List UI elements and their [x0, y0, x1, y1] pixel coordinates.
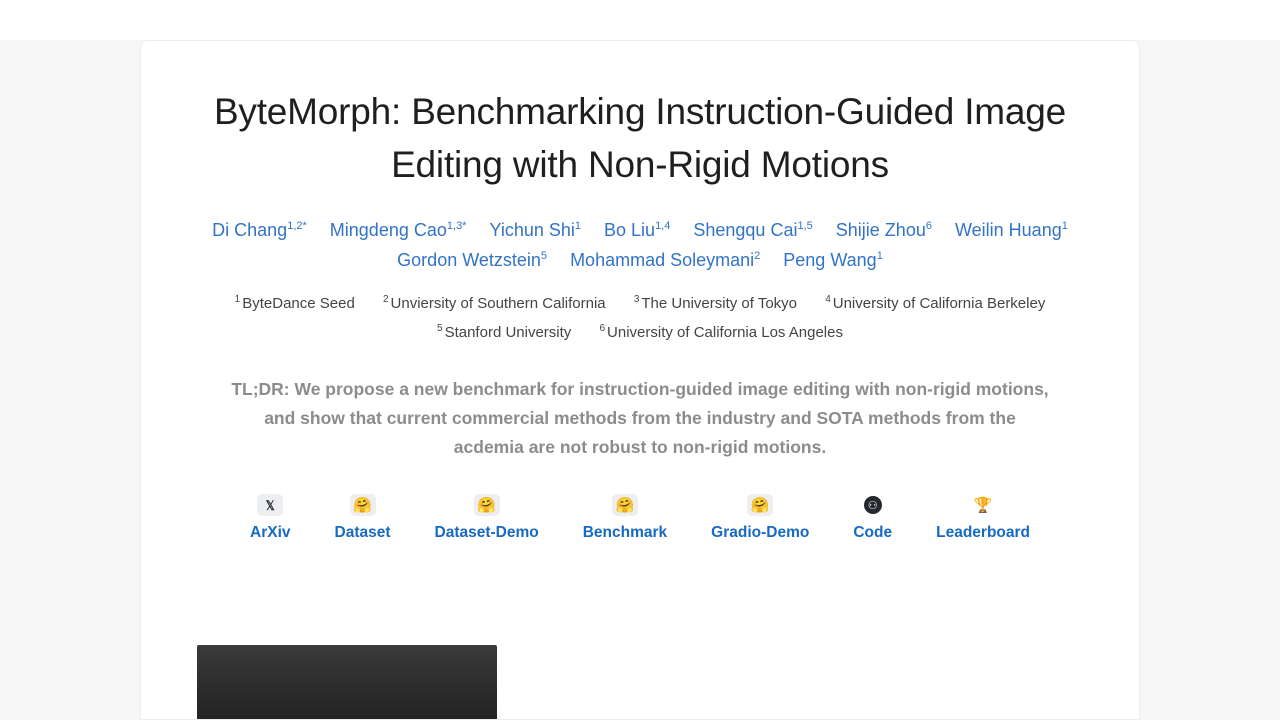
author-label: Bo Liu — [604, 220, 656, 240]
github-mark: ⚇ — [864, 496, 882, 514]
link-arxiv[interactable] — [250, 494, 291, 542]
author-affiliation-marker: 1 — [1061, 220, 1068, 232]
author-affiliation-marker: 2 — [754, 250, 761, 262]
author-label: Mingdeng Cao — [329, 220, 447, 240]
author-affiliation-marker: 1,3* — [446, 220, 467, 232]
link-label: Benchmark — [582, 524, 668, 541]
affiliation-marker: 3 — [633, 294, 640, 305]
affiliation-item — [437, 324, 571, 341]
link-gradio-demo[interactable] — [711, 494, 809, 542]
link-leaderboard[interactable] — [936, 494, 1030, 542]
affiliation-marker: 6 — [599, 323, 606, 334]
link-label: Leaderboard — [936, 524, 1030, 541]
affiliation-marker: 5 — [437, 323, 443, 334]
author-affiliation-marker: 1 — [574, 220, 581, 232]
link-label: Dataset-Demo — [434, 524, 539, 541]
affiliation-list — [141, 275, 1139, 347]
author-label: Yichun Shi — [489, 220, 575, 240]
github-icon — [860, 494, 886, 516]
icon-glyph: 🏆 — [973, 496, 993, 514]
affiliation-label: Unviersity of Southern California — [390, 295, 606, 312]
teaser-video[interactable] — [197, 645, 497, 720]
author-affiliation-marker: 1 — [876, 250, 883, 262]
paper-page-card — [140, 40, 1140, 720]
author-affiliation-marker: 5 — [540, 250, 548, 262]
affiliation-label: Stanford University — [444, 324, 572, 341]
icon-glyph: 🤗 — [615, 496, 635, 514]
affiliation-item — [383, 295, 606, 312]
affiliation-item — [825, 295, 1045, 312]
affiliation-label: ByteDance Seed — [242, 295, 355, 312]
huggingface-icon — [747, 494, 773, 516]
link-label: Dataset — [334, 524, 391, 541]
page-title: ByteMorph: Benchmarking Instruction-Guided Image Editing with Non-Rigid Motions — [213, 91, 1067, 185]
icon-glyph: 🤗 — [750, 496, 770, 514]
affiliation-item — [599, 324, 843, 341]
huggingface-icon — [612, 494, 638, 516]
author-affiliation-marker: 1,5 — [797, 220, 813, 232]
affiliation-label: University of California Los Angeles — [607, 324, 843, 341]
link-benchmark[interactable] — [583, 494, 667, 542]
author-label: Peng Wang — [783, 250, 877, 270]
browser-top-strip — [0, 0, 1280, 40]
affiliation-marker: 2 — [382, 294, 389, 305]
author-name[interactable] — [783, 250, 883, 270]
huggingface-icon — [474, 494, 500, 516]
link-dataset-demo[interactable] — [435, 494, 539, 542]
author-name[interactable] — [836, 220, 932, 240]
author-affiliation-marker: 1,2* — [287, 220, 307, 232]
author-affiliation-marker: 6 — [925, 220, 932, 232]
author-name[interactable] — [397, 250, 547, 270]
link-code[interactable] — [853, 494, 892, 542]
affiliation-label: University of California Berkeley — [832, 295, 1046, 312]
trophy-icon — [970, 494, 996, 516]
tldr-summary: TL;DR: We propose a new benchmark for instruction-guided image editing with non-rigid motions, and show that current commercial methods from the industry and SOTA methods from the acdemia are not robust to non-rigid motions. — [231, 379, 1049, 457]
affiliation-item — [235, 295, 355, 312]
author-name[interactable] — [693, 220, 812, 240]
affiliation-label: The University of Tokyo — [641, 295, 798, 312]
affiliation-marker: 1 — [234, 294, 241, 305]
author-label: Mohammad Soleymani — [570, 250, 755, 270]
affiliation-item — [634, 295, 797, 312]
link-label: Gradio-Demo — [711, 524, 810, 541]
author-label: Shengqu Cai — [693, 220, 798, 240]
author-label: Shijie Zhou — [835, 220, 926, 240]
affiliation-marker: 4 — [825, 294, 831, 305]
author-name[interactable] — [604, 220, 670, 240]
resource-links — [141, 462, 1139, 542]
link-dataset[interactable] — [335, 494, 391, 542]
link-label: Code — [853, 524, 893, 541]
author-name[interactable] — [489, 220, 581, 240]
arxiv-x-icon — [257, 494, 283, 516]
icon-glyph: 🤗 — [353, 496, 372, 514]
author-name[interactable] — [212, 220, 307, 240]
author-name[interactable] — [330, 220, 467, 240]
author-list — [141, 191, 1139, 275]
author-label: Di Chang — [212, 220, 288, 240]
author-label: Gordon Wetzstein — [397, 250, 541, 270]
icon-glyph: 🤗 — [477, 496, 496, 514]
author-label: Weilin Huang — [954, 220, 1062, 240]
x-glyph: 𝕏 — [265, 497, 275, 513]
author-affiliation-marker: 1,4 — [655, 220, 671, 232]
huggingface-icon — [350, 494, 376, 516]
link-label: ArXiv — [250, 524, 291, 541]
author-name[interactable] — [955, 220, 1068, 240]
author-name[interactable] — [570, 250, 760, 270]
